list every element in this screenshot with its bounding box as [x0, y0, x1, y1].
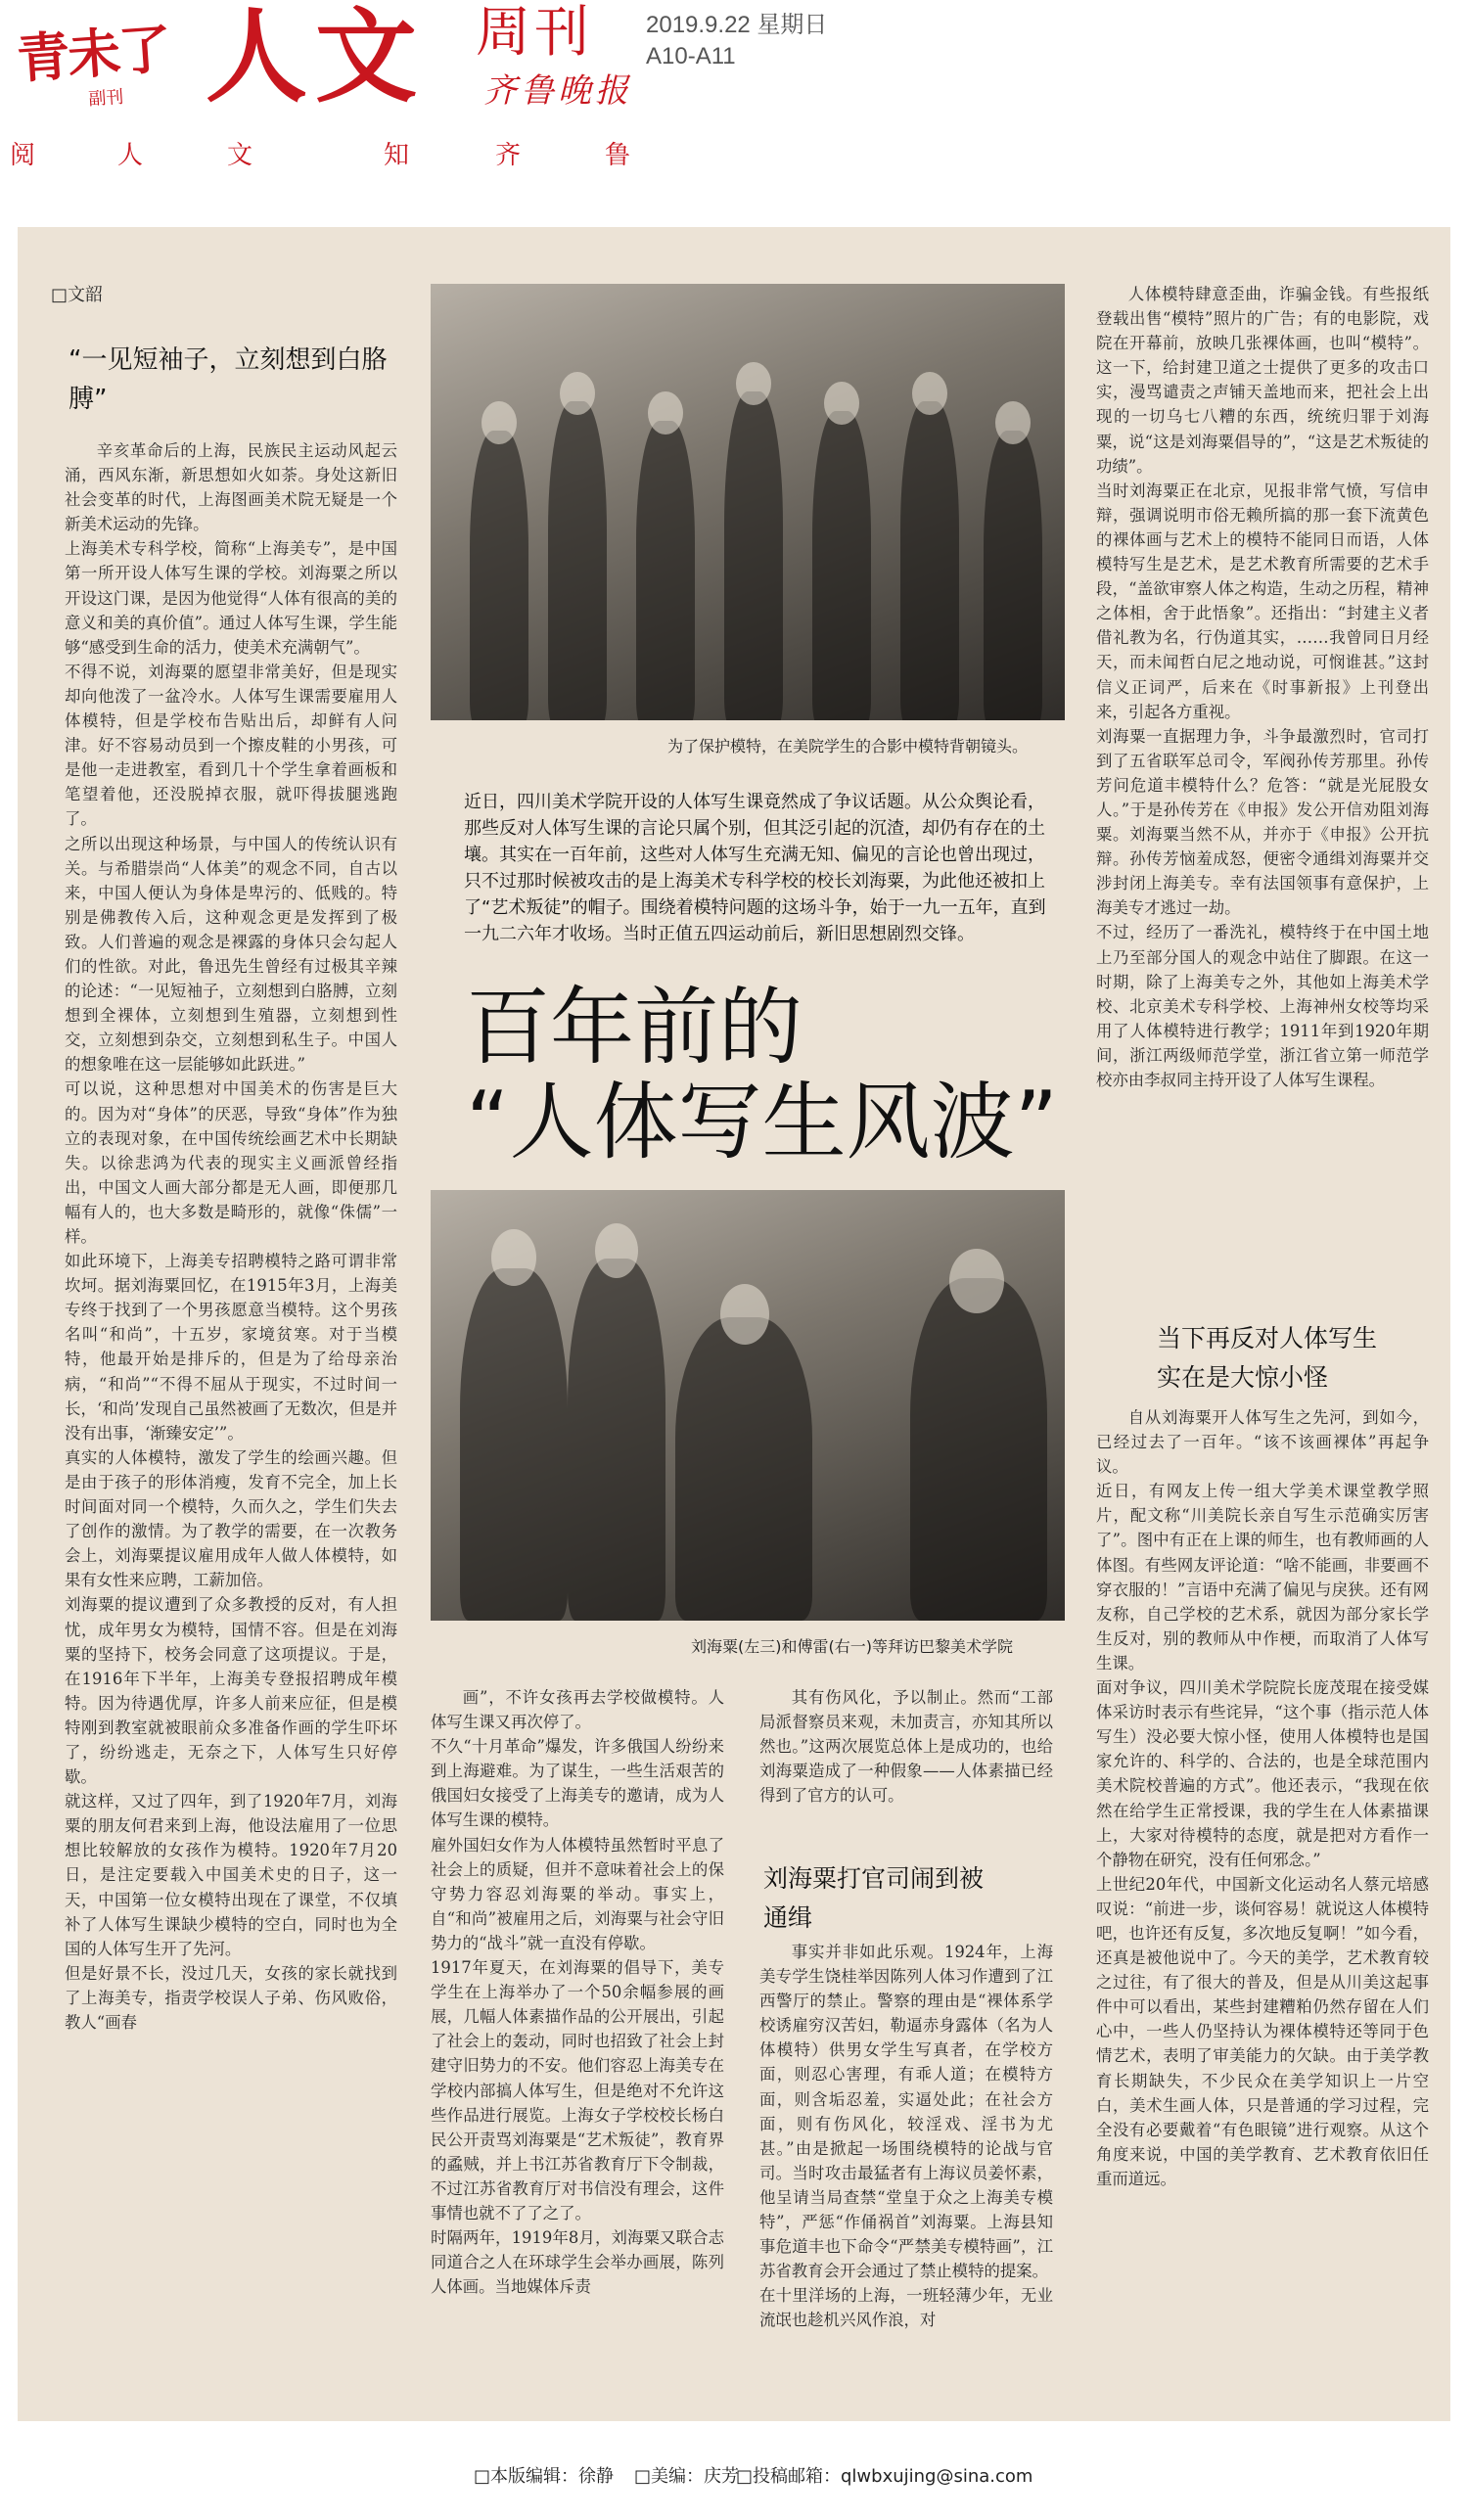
slogan-char: 知 — [384, 141, 410, 170]
editor-credit: □本版编辑：徐静 — [474, 2466, 615, 2487]
face-shape — [648, 391, 683, 435]
face-shape — [560, 372, 595, 415]
newspaper-logo: 青未了 副刊 — [15, 17, 172, 111]
face-shape — [720, 1284, 769, 1345]
figure-silhouette — [724, 391, 783, 720]
figure-silhouette — [910, 1278, 1047, 1621]
slogan-char: 鲁 — [605, 141, 631, 170]
face-shape — [949, 1249, 1004, 1313]
figure-silhouette — [636, 421, 695, 720]
lead-paragraph: 近日，四川美术学院开设的人体写生课竟然成了争议话题。从公众舆论看，那些反对人体写生课的言论只属个别，但其泛引起的沉渣，却仍有存在的土壤。其实在一百年前，这些对人体写生充满无知、偏见的言论也曾出现过，只不过那时候被攻击的是上海美术专科学校的校长刘海粟，为此他还被扣上了“艺术叛徒”的帽子。围绕着模特问题的这场斗争，始于一九一五年，直到一九二六年才收场。当时正值五四运动前后，新旧思想剧烈交锋。 — [464, 792, 1046, 944]
slogan-char: 人 — [117, 141, 144, 170]
figure-silhouette — [470, 431, 528, 720]
column-3-text: 其有伤风化，予以制止。然而“工部局派督察员来观，未加责言，亦知其所以然也。”这两次展览总体上是成功的，也给刘海粟造成了一种假象——人体素描已经得到了官方的认可。 — [759, 1688, 1053, 1806]
subheading-today: 当下再反对人体写生 实在是大惊小怪 — [1157, 1324, 1378, 1392]
page-footer — [0, 2447, 1468, 2520]
face-shape — [736, 362, 771, 405]
slogan-char: 文 — [227, 141, 253, 170]
photo-caption-1: 为了保护模特，在美院学生的合影中模特背朝镜头。 — [667, 737, 1029, 756]
slogan-char: 齐 — [495, 141, 522, 170]
face-shape — [824, 382, 859, 425]
section-title: 人文 — [206, 0, 426, 116]
issue-date: 2019.9.22 星期日 — [646, 12, 828, 38]
column-1-text: 辛亥革命后的上海，民族民主运动风起云涌，西风东渐，新思想如火如荼。身处这新旧社会变革的时代，上海图画美术院无疑是一个新美术运动的先锋。 上海美术专科学校，简称“上海美专”，是中国第一所开设人体写生课的学校。刘海粟之所以开设这门课，是因为他觉得“人体有很高的美的意义和美的真价值”。通过人体写生课，学生能够“感受到生命的活力，使美术充满朝气”。 不得不说，刘海粟的愿望非常美好，但是现实却向他泼了一盆冷水。人体写生课需要雇用人体模特，但是学校布告贴出后，却鲜有人问津。好不容易动员到一个擦皮鞋的小男孩，可是他一走进教室，看到几十个学生拿着画板和笔望着他，还没脱掉衣服，就吓得拔腿逃跑了。 之所以出现这种场景，与中国人的传统认识有关。与希腊崇尚“人体美”的观念不同，自古以来，中国人便认为身体是卑污的、低贱的。特别是佛教传入后，这种观念更是发挥到了极致。人们普遍的观念是裸露的身体只会勾起人们的性欲。对此，鲁迅先生曾经有过极其辛辣的论述：“一见短袖子，立刻想到白胳膊，立刻想到全裸体，立刻想到生殖器，立刻想到性交，立刻想到杂交，立刻想到私生子。中国人的想象唯在这一层能够如此跃进。” 可以说，这种思想对中国美术的伤害是巨大的。因为对“身体”的厌恶，导致“身体”作为独立的表现对象，在中国传统绘画艺术中长期缺失。以徐悲鸿为代表的现实主义画派曾经指出，中国文人画大部分都是无人画，即便那几幅有人的，也大多数是畸形的，就像“侏儒”一样。 如此环境下，上海美专招聘模特之路可谓非常坎坷。据刘海粟回忆，在1915年3月，上海美专终于找到了一个男孩愿意当模特。这个男孩名叫“和尚”，十五岁，家境贫寒。对于当模特，他最开始是排斥的，但是为了给母亲治病，“和尚”“不得不屈从于现实，不过时间一长，‘和尚’发现自己虽然被画了无数次，但是并没有出事，‘渐臻安定’”。 真实的人体模特，激发了学生的绘画兴趣。但是由于孩子的形体消瘦，发育不完全，加上长时间面对同一个模特，久而久之，学生们失去了创作的激情。为了教学的需要，在一次教务会上，刘海粟提议雇用成年人做人体模特，如果有女性来应聘，工薪加倍。 刘海粟的提议遭到了众多教授的反对，有人担忧，成年男女为模特，国情不容。但是在刘海粟的坚持下，校务会同意了这项提议。于是，在1916年下半年，上海美专登报招聘成年模特。因为待遇优厚，许多人前来应征，但是模特刚到教室就被眼前众多准备作画的学生吓坏了，纷纷逃走，无奈之下，人体写生只好停歇。 就这样，又过了四年，到了1920年7月，刘海粟的朋友何君来到上海，他设法雇用了一位思想比较解放的女孩作为模特。1920年7月20日，是注定要载入中国美术史的日子，这一天，中国第一位女模特出现在了课堂，不仅填补了人体写生课缺少模特的空白，同时也为全国的人体写生开了先河。 但是好景不长，没过几天，女孩的家长就找到了上海美专，指责学校误人子弟、伤风败俗，教人“画春 — [65, 441, 397, 2032]
figure-silhouette — [568, 1259, 665, 1621]
face-shape — [491, 1229, 536, 1286]
photo-caption-2: 刘海粟(左三)和傅雷(右一)等拜访巴黎美术学院 — [691, 1637, 1013, 1656]
face-shape — [482, 401, 517, 444]
group-photo-students — [431, 284, 1065, 720]
figure-silhouette — [900, 401, 959, 720]
weekly-label: 周刊 — [476, 1, 593, 65]
figure-silhouette — [675, 1317, 812, 1621]
column-3b-text: 事实并非如此乐观。1924年，上海美专学生饶桂举因陈列人体习作遭到了江西警厅的禁止。警察的理由是“裸体系学校诱雇穷汉苦妇，勒逼赤身露体（名为人体模特）供男女学生写真者，在学校方面，则忍心害理，有乖人道；在模特方面，则含垢忍羞，实逼处此；在社会方面，则有伤风化，较淫戏、淫书为尤甚。”由是掀起一场围绕模特的论战与官司。当时攻击最猛者有上海议员姜怀素，他呈请当局查禁“堂皇于众之上海美专模特”，严惩“作俑祸首”刘海粟。上海县知事危道丰也下命令“严禁美专模特画”，江苏省教育会开会通过了禁止模特的提案。 在十里洋场的上海，一班轻薄少年，无业流氓也趁机兴风作浪，对 — [759, 1943, 1053, 2330]
figure-silhouette — [548, 401, 607, 720]
face-shape — [912, 372, 947, 415]
subheading-short-sleeves: “一见短袖子，立刻想到白胳膊” — [69, 345, 388, 415]
paper-name: 齐鲁晚报 — [483, 71, 632, 111]
masthead — [0, 0, 1468, 176]
submission-email[interactable]: □投稿邮箱：qlwbxujing@sina.com — [736, 2466, 1033, 2487]
subheading-lawsuit: 刘海粟打官司闹到被 通缉 — [763, 1864, 985, 1932]
slogan-char: 阅 — [10, 141, 36, 170]
figure-silhouette — [984, 431, 1042, 720]
column-4-text: 人体模特肆意歪曲，诈骗金钱。有些报纸登载出售“模特”照片的广告；有的电影院，戏院在开幕前，放映几张裸体画，也叫“模特”。这一下，给封建卫道之士提供了更多的攻击口实，漫骂谴责之声铺天盖地而来，把社会上出现的一切乌七八糟的东西，统统归罪于刘海粟，说“这是刘海粟倡导的”，“这是艺术叛徒的功绩”。 当时刘海粟正在北京，见报非常气愤，写信申辩，强调说明市俗无赖所搞的那一套下流黄色的裸体画与艺术上的模特不能同日而语，人体模特写生是艺术，是艺术教育所需要的艺术手段，“盖欲审察人体之构造，生动之历程，精神之体相，舍于此悟象”。还指出：“封建主义者借礼教为名，行伪道其实，……我曾同日月经天，而未闻哲白尼之地动说，可悯谁甚。”这封信义正词严，后来在《时事新报》上刊登出来，引起各方重视。 刘海粟一直据理力争，斗争最激烈时，官司打到了五省联军总司令，军阀孙传芳那里。孙传芳问危道丰模特什么？危答：“就是光屁股女人。”于是孙传芳在《申报》发公开信劝阻刘海粟。刘海粟当然不从，并亦于《申报》公开抗辩。孙传芳恼羞成怒，便密令通缉刘海粟并交涉封闭上海美专。幸有法国领事有意保护，上海美专才逃过一劫。 不过，经历了一番洗礼，模特终于在中国土地上乃至部分国人的观念中站住了脚跟。在这一时期，除了上海美专之外，其他如上海美术学校、北京美术专科学校、上海神州女校等均采用了人体模特进行教学；1911年到1920年期间，浙江两级师范学堂，浙江省立第一师范学校亦由李叔同主持开设了人体写生课程。 — [1096, 285, 1429, 1089]
face-shape — [595, 1223, 638, 1278]
designer-credit: □美编：庆芳 — [634, 2466, 740, 2487]
column-4b-text: 自从刘海粟开人体写生之先河，到如今，已经过去了一百年。“该不该画裸体”再起争议。 近日，有网友上传一组大学美术课堂教学照片，配文称“川美院长亲自写生示范确实厉害了”。图中有正在上课的师生，也有教师画的人体图。有些网友评论道：“啥不能画，非要画不穿衣服的！”言语中充满了偏见与戾狭。还有网友称，自己学校的艺术系，就因为部分家长学生反对，别的教师从中作梗，而取消了人体写生课。 面对争议，四川美术学院院长庞茂琨在接受媒体采访时表示有些诧异，“这个事（指示范人体写生）没必要大惊小怪，使用人体模特也是国家允许的、科学的、合法的，也是全球范围内美术院校普遍的方式”。他还表示，“我现在依然在给学生正常授课，我的学生在人体素描课上，大家对待模特的态度，就是把对方看作一个静物在研究，没有任何邪念。” 上世纪20年代，中国新文化运动名人蔡元培感叹说：“前进一步，谈何容易！就说这人体模特吧，也许还有反复，多次地反复啊！”如今看，还真是被他说中了。今天的美学，艺术教育较之过往，有了很大的普及，但是从川美这起事件中可以看出，某些封建糟粕仍然存留在人们心中，一些人仍坚持认为裸体模特还等同于色情艺术，表明了审美能力的欠缺。由于美学教育长期缺失，不少民众在美学知识上一片空白，美术生画人体，只是普通的学习过程，完全没有必要戴着“有色眼镜”进行观察。从这个角度来说，中国的美学教育、艺术教育依旧任重而道远。 — [1096, 1408, 1429, 2188]
column-2-text: 画”，不许女孩再去学校做模特。人体写生课又再次停了。 不久“十月革命”爆发，许多俄国人纷纷来到上海避难。为了谋生，一些生活艰苦的俄国妇女接受了上海美专的邀请，成为人体写生课的模特。 雇外国妇女作为人体模特虽然暂时平息了社会上的质疑，但并不意味着社会上的保守势力容忍刘海粟的举动。事实上，自“和尚”被雇用之后，刘海粟与社会守旧势力的“战斗”就一直没有停歇。 1917年夏天，在刘海粟的倡导下，美专学生在上海举办了一个50余幅参展的画展，几幅人体素描作品的公开展出，引起了社会上的轰动，同时也招致了社会上封建守旧势力的不安。他们容忍上海美专在学校内部搞人体写生，但是绝对不允许这些作品进行展览。上海女子学校校长杨白民公开责骂刘海粟是“艺术叛徒”，教育界的蟊贼，并上书江苏省教育厅下令制裁，不过江苏省教育厅对书信没有理会，这件事情也就不了了之了。 时隔两年，1919年8月，刘海粟又联合志同道合之人在环球学生会举办画展，陈列人体画。当地媒体斥责 — [431, 1688, 724, 2297]
figure-silhouette — [460, 1268, 568, 1621]
page-numbers: A10-A11 — [646, 43, 736, 69]
byline: □文韶 — [51, 285, 104, 305]
figure-silhouette — [812, 411, 871, 720]
headline: 百年前的 “人体写生风波” — [466, 979, 1059, 1172]
photo-paris-visit — [431, 1190, 1065, 1621]
face-shape — [995, 401, 1031, 444]
